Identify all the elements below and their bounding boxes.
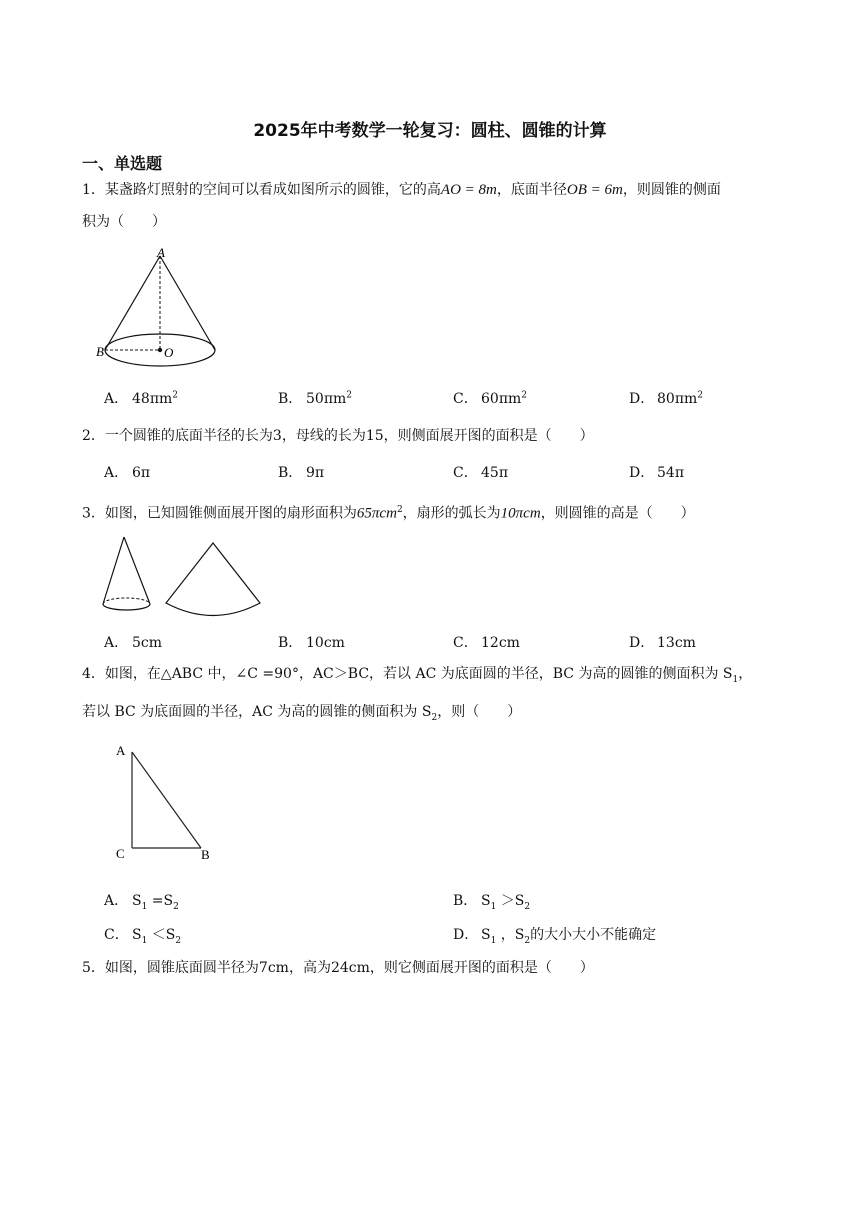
cone-and-sector-figure: [98, 533, 268, 617]
q2-option-b[interactable]: B． 9π: [278, 465, 325, 481]
small-cone-left-edge: [103, 537, 124, 604]
question-5: [82, 952, 814, 984]
question-1-line-2: 积为（ ）: [82, 214, 166, 230]
question-1-math-a: AO = 8m: [440, 182, 497, 198]
question-3-text-c: ，则圆锥的高是（ ）: [540, 505, 695, 522]
question-3-options: [104, 632, 804, 654]
q1-option-b[interactable]: B． $50\pi m^2$: [278, 390, 353, 407]
triangle-side-ab: [132, 752, 201, 848]
question-5-number: 5．: [82, 960, 105, 976]
question-2-text: 一个圆锥的底面半径的长为3，母线的长为15，则侧面展开图的面积是（ ）: [104, 428, 594, 444]
question-3-math-a-sup: 2: [396, 505, 403, 515]
cone-center-point: [158, 348, 162, 352]
sector-shape: [166, 543, 260, 616]
small-cone-base-back: [103, 598, 150, 604]
question-1-options: [104, 388, 804, 410]
question-4-line-1: 如图，在△ABC 中，∠C =90°，AC＞BC，若以 AC 为底面圆的半径，BC 为高的圆锥的侧面积为 S: [104, 666, 733, 682]
question-3-number: 3．: [82, 505, 105, 522]
question-4-line-2: 若以 BC 为底面圆的半径，AC 为高的圆锥的侧面积为 S: [82, 703, 432, 720]
question-1-number: 1．: [82, 182, 105, 198]
question-5-text: 如图，圆锥底面圆半径为7cm，高为24cm，则它侧面展开图的面积是（ ）: [104, 960, 594, 976]
question-3-text-b: ，扇形的弧长为: [402, 505, 501, 522]
question-1-math-b: OB = 6m: [566, 182, 623, 198]
section-heading: 一、单选题: [82, 154, 163, 173]
question-4: 4．如图，在△ABC 中，∠C =90°，AC＞BC，若以 AC 为底面圆的半径，BC 为高的圆锥的侧面积为 $S_1$， 若以 BC 为底面圆的半径，AC 为高的圆锥的侧面积为 $S_2$，则（ ）: [82, 666, 753, 723]
q4-option-d[interactable]: D． $S_1$ ，$S_2$的大小大小不能确定: [453, 927, 657, 946]
q4-option-a[interactable]: A． $S_1 =S_2$: [104, 893, 179, 912]
q2-option-d[interactable]: D． 54π: [629, 465, 685, 481]
q2-option-c[interactable]: C． 45π: [453, 465, 509, 481]
right-triangle-figure: [110, 738, 220, 864]
q3-option-a[interactable]: A． 5cm: [104, 635, 163, 651]
q1-option-a[interactable]: A． $48\pi m^2$: [104, 390, 179, 407]
question-1-text-c: ，则圆锥的侧面: [622, 182, 721, 198]
question-4-options-row-2: [104, 924, 804, 946]
small-cone-right-edge: [124, 537, 150, 604]
question-3: [82, 494, 814, 530]
question-4-number: 4．: [82, 666, 105, 682]
label-b: B: [201, 847, 210, 862]
q1-option-d[interactable]: D． $80\pi m^2$: [629, 390, 704, 407]
question-2: [82, 420, 814, 452]
q4-option-c[interactable]: C． $S_1 <S_2$: [104, 927, 182, 946]
label-b: B: [96, 344, 104, 359]
question-4-options-row-1: [104, 890, 804, 912]
question-1: [82, 174, 814, 238]
q4-option-b[interactable]: B． $S_1 >S_2$: [453, 893, 531, 912]
q3-option-c[interactable]: C． 12cm: [453, 635, 520, 651]
question-3-text-a: 如图，已知圆锥侧面展开图的扇形面积为: [104, 505, 357, 522]
cone-figure-1: [96, 244, 226, 368]
q3-option-b[interactable]: B． 10cm: [278, 635, 345, 651]
q3-option-d[interactable]: D． 13cm: [629, 635, 696, 651]
label-o: O: [164, 345, 174, 360]
question-3-math-a: 65πcm: [356, 505, 397, 522]
page-title: 2025年中考数学一轮复习：圆柱、圆锥的计算: [253, 121, 607, 141]
small-cone-base-front: [103, 604, 150, 610]
q1-option-c[interactable]: C． $60\pi m^2$: [453, 390, 528, 407]
question-3-math-b: 10πcm: [500, 505, 541, 522]
label-c: C: [116, 846, 125, 861]
question-2-options: [104, 462, 804, 484]
label-a: A: [157, 245, 165, 260]
question-2-number: 2．: [82, 428, 105, 444]
label-a: A: [116, 743, 126, 758]
question-1-text-a: 某盏路灯照射的空间可以看成如图所示的圆锥，它的高: [104, 182, 441, 198]
question-1-text-b: ，底面半径: [496, 182, 567, 198]
q2-option-a[interactable]: A． 6π: [104, 465, 151, 481]
